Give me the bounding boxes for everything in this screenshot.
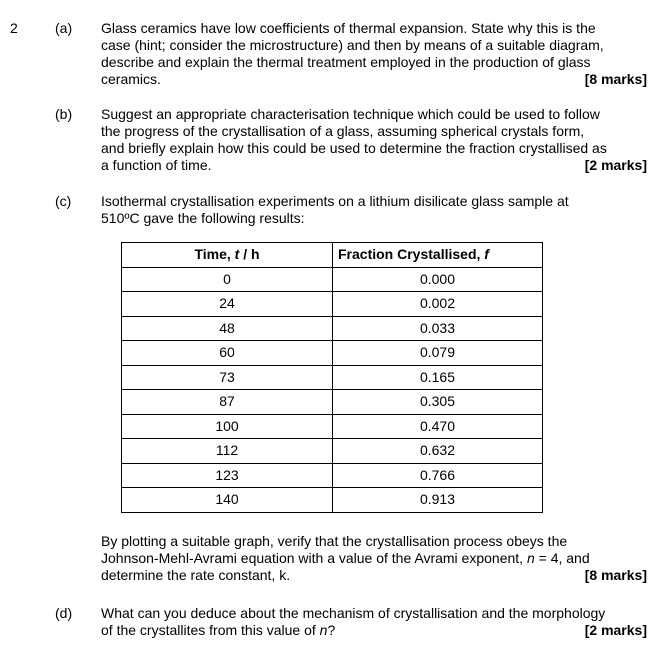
part-b-line-1: Suggest an appropriate characterisation technique which could be used to follow	[101, 106, 600, 122]
fraction-cell: 0.000	[333, 267, 543, 292]
time-cell: 87	[122, 390, 333, 415]
time-cell: 48	[122, 316, 333, 341]
table-header-row	[122, 243, 543, 268]
table-row	[122, 365, 543, 390]
part-d-text	[101, 605, 647, 639]
part-a-line-4: ceramics.	[101, 71, 161, 87]
fraction-cell: 0.766	[333, 463, 543, 488]
time-cell: 123	[122, 463, 333, 488]
time-cell: 140	[122, 488, 333, 513]
part-c-intro-line-1: Isothermal crystallisation experiments on a lithium disilicate glass sample at	[101, 193, 569, 209]
fraction-cell: 0.305	[333, 390, 543, 415]
table-row	[122, 390, 543, 415]
part-a-text	[101, 20, 647, 88]
part-c-after-line-1: By plotting a suitable graph, verify that the crystallisation process obeys the	[101, 533, 568, 549]
table-row	[122, 439, 543, 464]
table-body	[122, 267, 543, 512]
part-d-label: (d)	[55, 605, 73, 621]
time-cell: 60	[122, 341, 333, 366]
part-c-label: (c)	[55, 193, 72, 209]
table-row	[122, 341, 543, 366]
time-cell: 0	[122, 267, 333, 292]
part-b-line-2: the progress of the crystallisation of a glass, assuming spherical crystals form,	[101, 123, 585, 139]
fraction-cell: 0.033	[333, 316, 543, 341]
time-cell: 73	[122, 365, 333, 390]
part-d-line-1: What can you deduce about the mechanism of crystallisation and the morphology	[101, 605, 606, 621]
part-c-intro	[101, 193, 647, 227]
part-c-marks: [8 marks]	[584, 567, 647, 583]
fraction-cell: 0.470	[333, 414, 543, 439]
fraction-column-header: Fraction Crystallised, f	[333, 243, 543, 268]
part-a-line-2: case (hint; consider the microstructure) and then by means of a suitable diagram,	[101, 37, 604, 53]
part-c-after-line-2: Johnson-Mehl-Avrami equation with a value of the Avrami exponent, n = 4, and	[101, 550, 590, 566]
time-column-header: Time, t / h	[122, 243, 333, 268]
part-d-marks: [2 marks]	[584, 622, 647, 638]
table-row	[122, 414, 543, 439]
fraction-cell: 0.002	[333, 292, 543, 317]
part-b-label: (b)	[55, 106, 73, 122]
part-a-label: (a)	[55, 20, 73, 36]
part-d-line-2: of the crystallites from this value of n?	[101, 622, 336, 638]
time-cell: 100	[122, 414, 333, 439]
fraction-cell: 0.165	[333, 365, 543, 390]
table-row	[122, 463, 543, 488]
part-b-marks: [2 marks]	[584, 157, 647, 173]
question-number: 2	[10, 20, 18, 36]
part-c-after	[101, 533, 647, 584]
crystallisation-table	[121, 242, 543, 513]
time-cell: 24	[122, 292, 333, 317]
part-c-intro-line-2: 510ºC gave the following results:	[101, 210, 305, 226]
fraction-cell: 0.079	[333, 341, 543, 366]
part-a-line-3: describe and explain the thermal treatment employed in the production of glass	[101, 54, 591, 70]
part-b-line-3: and briefly explain how this could be used to determine the fraction crystallised as	[101, 140, 607, 156]
part-b-line-4: a function of time.	[101, 157, 212, 173]
table-row	[122, 292, 543, 317]
part-b-text	[101, 106, 647, 174]
fraction-cell: 0.913	[333, 488, 543, 513]
fraction-cell: 0.632	[333, 439, 543, 464]
table-row	[122, 316, 543, 341]
time-cell: 112	[122, 439, 333, 464]
table-row	[122, 488, 543, 513]
part-a-marks: [8 marks]	[584, 71, 647, 87]
table-row	[122, 267, 543, 292]
part-c-after-line-3: determine the rate constant, k.	[101, 567, 291, 583]
part-a-line-1: Glass ceramics have low coefficients of thermal expansion. State why this is the	[101, 20, 596, 36]
